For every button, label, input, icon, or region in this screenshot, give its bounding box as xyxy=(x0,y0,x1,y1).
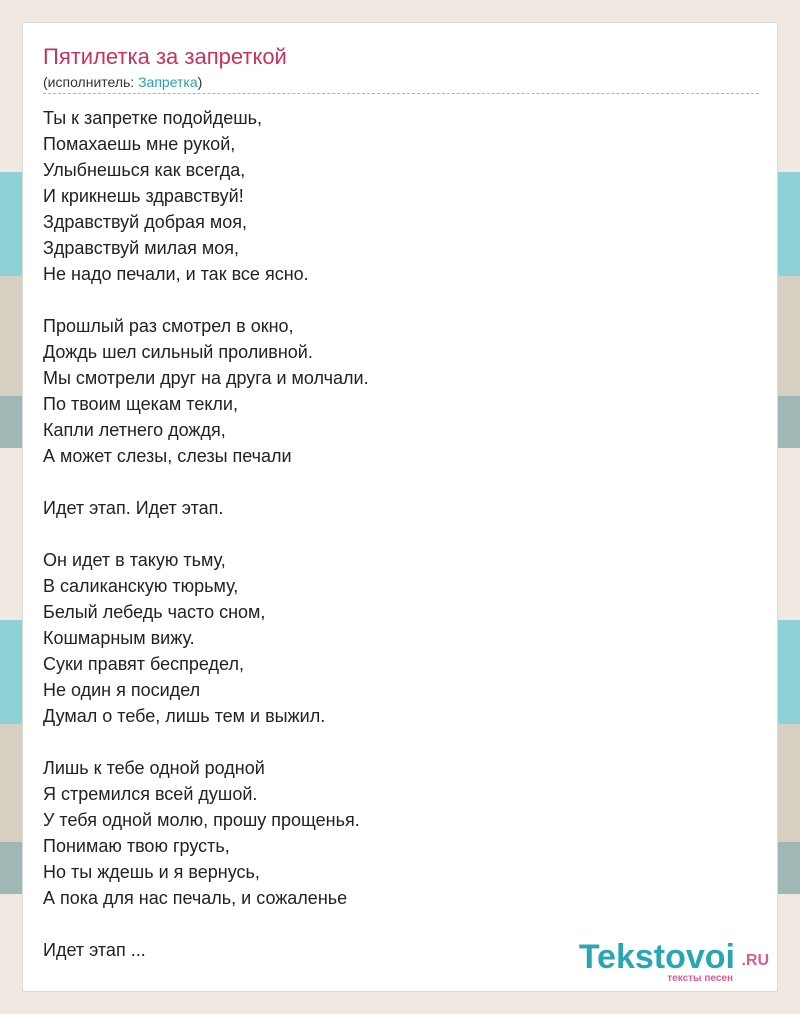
lyric-line: Не надо печали, и так все ясно. xyxy=(43,264,309,284)
lyric-line: Не один я посидел xyxy=(43,680,201,700)
lyric-line: А пока для нас печаль, и сожаленье xyxy=(43,888,348,908)
verse xyxy=(43,105,743,287)
lyric-line: У тебя одной молю, прошу прощенья. xyxy=(43,810,360,830)
lyric-line: Здравствуй милая моя, xyxy=(43,238,240,258)
lyric-line: Думал о тебе, лишь тем и выжил. xyxy=(43,706,326,726)
lyric-line: Здравствуй добрая моя, xyxy=(43,212,247,232)
lyric-line: Капли летнего дождя, xyxy=(43,420,226,440)
verse xyxy=(43,547,743,729)
lyric-line: Лишь к тебе одной родной xyxy=(43,758,265,778)
verse xyxy=(43,495,743,521)
artist-link[interactable]: Запретка xyxy=(138,74,198,90)
lyric-line: Суки правят беспредел, xyxy=(43,654,244,674)
lyric-line: А может слезы, слезы печали xyxy=(43,446,292,466)
artist-line xyxy=(43,73,202,91)
lyric-line: Прошлый раз смотрел в окно, xyxy=(43,316,294,336)
lyric-line: Мы смотрели друг на друга и молчали. xyxy=(43,368,369,388)
title-divider xyxy=(43,93,759,94)
logo-tagline: тексты песен xyxy=(667,973,733,984)
song-title: Пятилетка за запреткой xyxy=(43,44,287,69)
lyric-line: Идет этап. Идет этап. xyxy=(43,498,224,518)
artist-prefix: (исполнитель: xyxy=(43,74,139,90)
lyric-line: Но ты ждешь и я вернусь, xyxy=(43,862,260,882)
lyric-line: Белый лебедь часто сном, xyxy=(43,602,266,622)
lyric-line: Он идет в такую тьму, xyxy=(43,550,226,570)
lyric-line: Улыбнешься как всегда, xyxy=(43,160,246,180)
verse xyxy=(43,313,743,469)
logo-tld: .RU xyxy=(741,952,769,969)
lyric-line: Ты к запретке подойдешь, xyxy=(43,108,263,128)
artist-suffix: ) xyxy=(197,74,203,90)
lyric-line: По твоим щекам текли, xyxy=(43,394,238,414)
lyrics-body xyxy=(43,105,743,989)
site-logo[interactable] xyxy=(559,939,769,985)
logo-name: Tekstovoi xyxy=(578,938,735,976)
verse xyxy=(43,755,743,911)
lyrics-card xyxy=(22,22,778,992)
lyric-line: Идет этап ... xyxy=(43,940,146,960)
lyric-line: И крикнешь здравствуй! xyxy=(43,186,244,206)
lyric-line: Понимаю твою грусть, xyxy=(43,836,230,856)
lyric-line: Дождь шел сильный проливной. xyxy=(43,342,313,362)
lyric-line: Помахаешь мне рукой, xyxy=(43,134,236,154)
lyric-line: В саликанскую тюрьму, xyxy=(43,576,239,596)
lyric-line: Я стремился всей душой. xyxy=(43,784,258,804)
lyric-line: Кошмарным вижу. xyxy=(43,628,195,648)
